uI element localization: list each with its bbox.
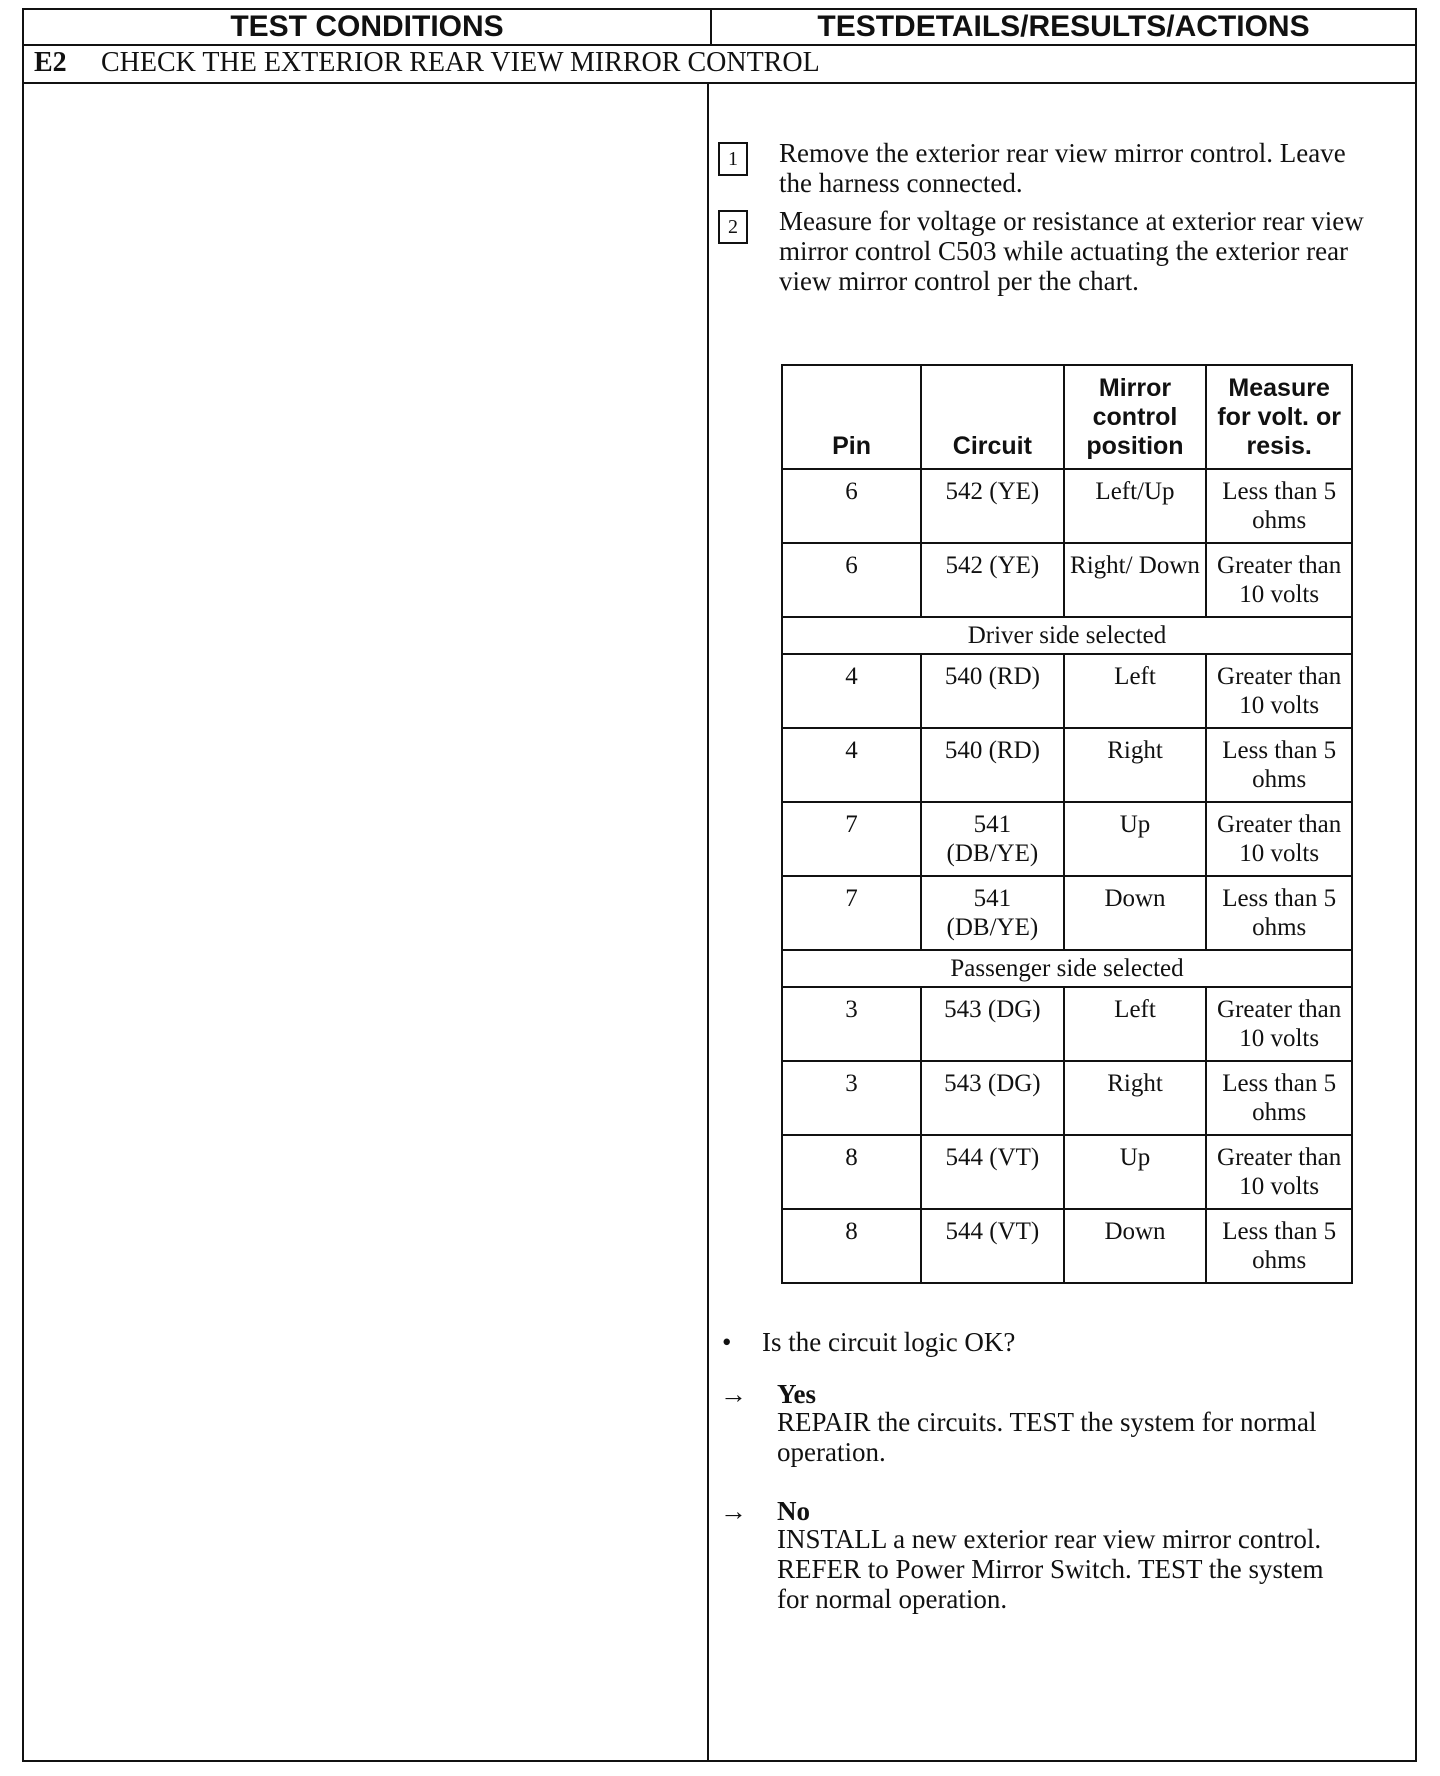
group-row-passenger [782,950,1352,987]
col-header-pin: Pin [782,365,921,469]
arrow-right-icon: → [720,1379,747,1409]
measure-cell: Greater than 10 volts [1206,987,1352,1061]
table-row [782,876,1352,950]
header-test-details: TESTDETAILS/RESULTS/ACTIONS [817,10,1310,43]
pin-cell: 6 [782,543,921,617]
col-header-measure: Measure for volt. or resis. [1206,365,1352,469]
arrow-right-icon: → [720,1496,747,1526]
col-header-position: Mirror control position [1064,365,1207,469]
pin-cell: 6 [782,469,921,543]
circuit-cell: 544 (VT) [921,1209,1064,1283]
position-cell: Right [1064,728,1207,802]
column-divider [707,84,709,1762]
table-row [782,1135,1352,1209]
position-cell: Right [1064,1061,1207,1135]
chart-header-row [782,365,1352,469]
pin-cell: 3 [782,987,921,1061]
position-cell: Up [1064,1135,1207,1209]
column-header-row [24,10,1415,46]
pin-cell: 7 [782,802,921,876]
position-cell: Down [1064,876,1207,950]
measure-cell: Less than 5 ohms [1206,728,1352,802]
measurement-chart [781,364,1353,1284]
circuit-cell: 542 (YE) [921,543,1064,617]
position-cell: Left [1064,654,1207,728]
pin-cell: 4 [782,654,921,728]
table-row [782,543,1352,617]
table-row [782,728,1352,802]
circuit-cell: 541 (DB/YE) [921,802,1064,876]
bullet-icon: • [722,1327,732,1357]
step-text: Remove the exterior rear view mirror control. Leave the harness connected. [779,138,1346,198]
group-label: Passenger side selected [782,950,1352,987]
measure-cell: Greater than 10 volts [1206,654,1352,728]
position-cell: Left [1064,987,1207,1061]
circuit-cell: 543 (DG) [921,1061,1064,1135]
measure-cell: Less than 5 ohms [1206,1209,1352,1283]
pin-cell: 4 [782,728,921,802]
table-row [782,1061,1352,1135]
pin-cell: 8 [782,1135,921,1209]
answer-action: REPAIR the circuits. TEST the system for normal operation. [777,1407,1317,1467]
test-procedure-page [22,8,1417,1762]
measure-cell: Less than 5 ohms [1206,469,1352,543]
position-cell: Right/ Down [1064,543,1207,617]
answer-label: No [777,1496,810,1526]
section-title: CHECK THE EXTERIOR REAR VIEW MIRROR CONTROL [101,47,820,78]
pin-cell: 8 [782,1209,921,1283]
measure-cell: Greater than 10 volts [1206,802,1352,876]
position-cell: Up [1064,802,1207,876]
measure-cell: Less than 5 ohms [1206,1061,1352,1135]
position-cell: Left/Up [1064,469,1207,543]
group-label: Driver side selected [782,617,1352,654]
circuit-cell: 540 (RD) [921,728,1064,802]
table-row [782,469,1352,543]
section-id: E2 [34,47,67,78]
circuit-cell: 542 (YE) [921,469,1064,543]
step-number-box: 1 [718,142,748,176]
pin-cell: 3 [782,1061,921,1135]
circuit-cell: 543 (DG) [921,987,1064,1061]
measure-cell: Greater than 10 volts [1206,543,1352,617]
section-title-row [24,44,1415,84]
table-row [782,987,1352,1061]
table-row [782,1209,1352,1283]
header-test-conditions: TEST CONDITIONS [24,10,712,44]
circuit-cell: 544 (VT) [921,1135,1064,1209]
circuit-cell: 540 (RD) [921,654,1064,728]
step-text: Measure for voltage or resistance at exterior rear view mirror control C503 while actuating the exterior rear view mirror control per the chart. [779,206,1364,296]
pin-cell: 7 [782,876,921,950]
col-header-circuit: Circuit [921,365,1064,469]
table-row [782,802,1352,876]
circuit-cell: 541 (DB/YE) [921,876,1064,950]
step-number-box: 2 [718,210,748,244]
answer-label: Yes [777,1379,816,1409]
measure-cell: Greater than 10 volts [1206,1135,1352,1209]
measure-cell: Less than 5 ohms [1206,876,1352,950]
answer-action: INSTALL a new exterior rear view mirror control. REFER to Power Mirror Switch. TEST the system for normal operation. [777,1524,1324,1614]
position-cell: Down [1064,1209,1207,1283]
table-row [782,654,1352,728]
group-row-driver [782,617,1352,654]
question-text: Is the circuit logic OK? [762,1327,1016,1357]
